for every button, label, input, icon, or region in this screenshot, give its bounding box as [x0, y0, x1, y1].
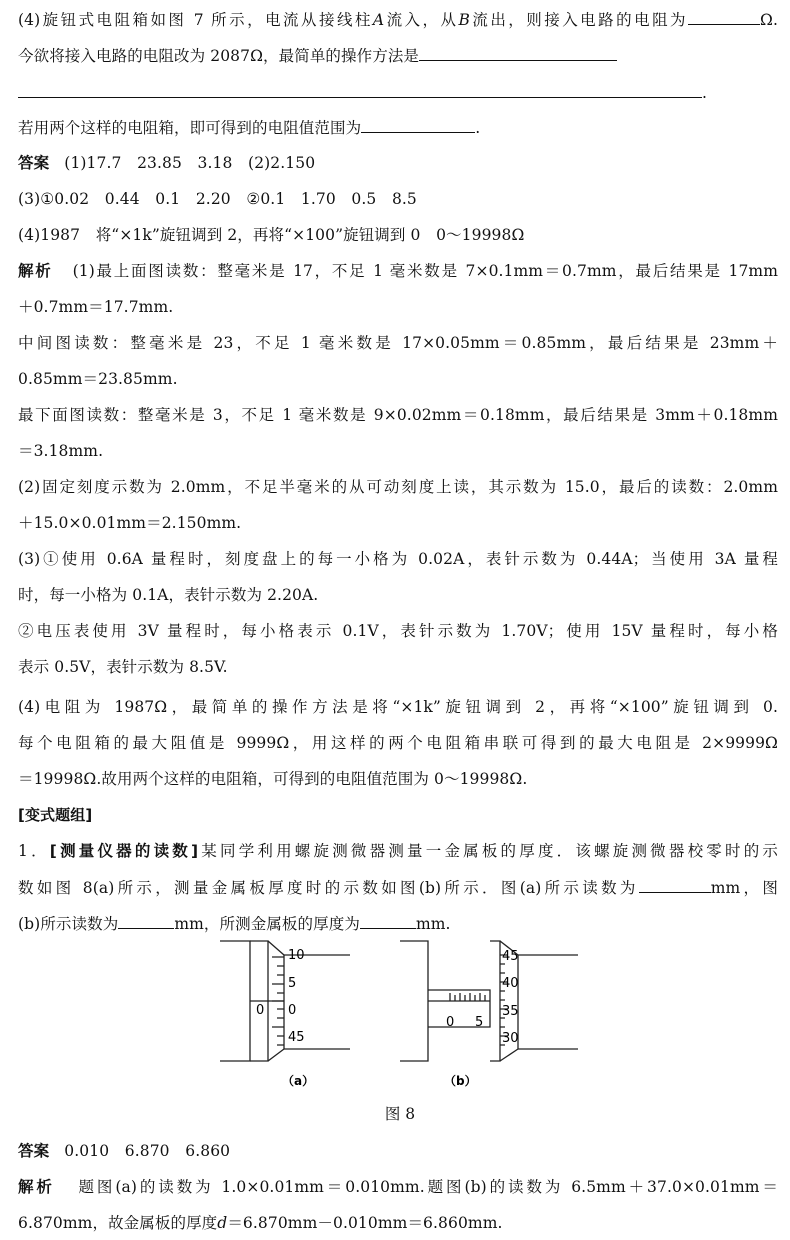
analysis-line-1 [18, 261, 778, 281]
variant-line-1 [18, 841, 778, 861]
micrometer-figure [200, 935, 600, 1095]
question-number: 1． [18, 842, 50, 860]
question-text: mm，图 [710, 879, 778, 897]
q4-text: 今欲将接入电路的电阻改为 2087Ω，最简单的操作方法是 [18, 47, 420, 65]
micrometer-a [220, 941, 350, 1061]
period: . [702, 84, 708, 102]
analysis-line: ＝3.18mm. [18, 442, 104, 460]
tick-label: 35 [502, 1004, 519, 1019]
analysis-text: (1)最上面图读数：整毫米是 17，不足 1 毫米数是 7×0.1mm＝0.7mm，最后结果是 17mm [72, 262, 779, 280]
answer-line-1 [18, 153, 778, 173]
analysis-text: 6.870mm，故金属板的厚度 [18, 1214, 218, 1232]
sleeve-a [220, 941, 250, 1061]
answer-blank [118, 913, 174, 929]
answer-blank [18, 82, 702, 98]
question-tag: [测量仪器的读数] [49, 842, 199, 860]
q4-line-4 [18, 117, 778, 138]
caption-a: （a） [282, 1074, 315, 1088]
figure-caption: 图 8 [384, 1105, 416, 1123]
q4-text: 若用两个这样的电阻箱，即可得到的电阻值范围为 [18, 119, 362, 137]
caption-b: （b） [444, 1074, 477, 1088]
answer-blank [688, 9, 760, 25]
q4-text: 流入，从 [384, 11, 459, 29]
answer-line-3: (4)1987 将“×1k”旋钮调到 2，再将“×100”旋钮调到 0 0～19998Ω [18, 226, 525, 244]
analysis-line: 每个电阻箱的最大阻值是 9999Ω，用这样的两个电阻箱串联可得到的最大电阻是 2×9999Ω [18, 734, 778, 752]
answer-blank [639, 877, 711, 893]
micrometer-b [400, 941, 578, 1061]
analysis-line: 时，每一小格为 0.1A，表针示数为 2.20A. [18, 586, 319, 604]
answer-label: 答案 [18, 1142, 50, 1160]
sleeve-zero-label: 0 [256, 1003, 265, 1018]
answer-line-2: (3)①0.02 0.44 0.1 2.20 ②0.1 1.70 0.5 8.5 [18, 190, 417, 208]
frame-b [400, 941, 428, 1061]
q4-line-3 [18, 82, 778, 103]
ticks-a [272, 957, 284, 1045]
tick-label: 45 [288, 1030, 305, 1045]
analysis-label: 解析 [18, 262, 53, 280]
question-text: (b)所示读数为 [18, 915, 119, 933]
period: . [475, 119, 481, 137]
analysis-line: 0.85mm＝23.85mm. [18, 370, 178, 388]
variable-d: d [217, 1214, 228, 1232]
q4-text: 流出，则接入电路的电阻为 [469, 11, 689, 29]
question-text: mm，所测金属板的厚度为 [174, 915, 360, 933]
variant-line-3 [18, 913, 778, 934]
sleeve-label: 5 [475, 1015, 484, 1030]
analysis-line: (3)①使用 0.6A 量程时，刻度盘上的每一小格为 0.02A，表针示数为 0.44A；当使用 3A 量程 [18, 550, 778, 568]
sleeve-label: 0 [446, 1015, 455, 1030]
q4-line-1 [18, 9, 778, 30]
tick-label: 45 [502, 949, 519, 964]
variant-heading: [变式题组] [18, 806, 93, 824]
analysis-text: ＝6.870mm－0.010mm＝6.860mm. [227, 1214, 503, 1232]
answer2-line [18, 1141, 778, 1161]
analysis-line: 最下面图读数：整毫米是 3，不足 1 毫米数是 9×0.02mm＝0.18mm，最后结果是 3mm＋0.18mm [18, 406, 778, 424]
analysis-line: ＋0.7mm＝17.7mm. [18, 298, 174, 316]
tick-label: 5 [288, 976, 297, 991]
analysis-line: 表示 0.5V，表针示数为 8.5V. [18, 658, 228, 676]
analysis-line: (4)电阻为 1987Ω，最简单的操作方法是将“×1k”旋钮调到 2，再将“×100”旋钮调到 0. [18, 698, 778, 716]
thimble-b [490, 941, 500, 1061]
analysis-line: ＋15.0×0.01mm＝2.150mm. [18, 514, 242, 532]
tick-label: 30 [502, 1031, 519, 1046]
question-text: mm. [415, 915, 451, 933]
answer-text: 0.010 6.870 6.860 [64, 1142, 231, 1160]
tick-label: 0 [288, 1003, 297, 1018]
answer-label: 答案 [18, 154, 50, 172]
analysis2-line-2 [18, 1213, 778, 1233]
question-text: 某同学利用螺旋测微器测量一金属板的厚度．该螺旋测微器校零时的示 [198, 842, 779, 860]
terminal-b: B [458, 11, 470, 29]
tick-label: 40 [502, 976, 519, 991]
tick-label: 10 [288, 948, 305, 963]
unit-ohm: Ω. [760, 11, 779, 29]
barrel-b [518, 955, 578, 1049]
analysis-label: 解析 [18, 1178, 55, 1196]
sleeve-ticks-b [450, 993, 485, 1001]
analysis-line: ②电压表使用 3V 量程时，每小格表示 0.1V，表针示数为 1.70V；使用 15V 量程时，每小格 [18, 622, 778, 640]
analysis-line: 中间图读数：整毫米是 23，不足 1 毫米数是 17×0.05mm＝0.85mm，最后结果是 23mm＋ [18, 334, 778, 352]
terminal-a: A [372, 11, 385, 29]
analysis-text: 题图(a)的读数为 1.0×0.01mm＝0.010mm.题图(b)的读数为 6.5mm＋37.0×0.01mm＝ [78, 1178, 778, 1196]
q4-line-2 [18, 45, 778, 66]
answer-text: (1)17.7 23.85 3.18 (2)2.150 [64, 154, 316, 172]
analysis-line: ＝19998Ω.故用两个这样的电阻箱，可得到的电阻值范围为 0～19998Ω. [18, 770, 528, 788]
variant-line-2 [18, 877, 778, 898]
analysis2-line-1 [18, 1177, 778, 1197]
answer-blank [360, 913, 416, 929]
question-text: 数如图 8(a)所示，测量金属板厚度时的示数如图(b)所示．图(a)所示读数为 [18, 879, 639, 897]
answer-blank [361, 117, 475, 133]
q4-text: (4)旋钮式电阻箱如图 7 所示，电流从接线柱 [18, 11, 373, 29]
analysis-line: (2)固定刻度示数为 2.0mm，不足半毫米的从可动刻度上读，其示数为 15.0，最后的读数：2.0mm [18, 478, 778, 496]
answer-blank [419, 45, 617, 61]
